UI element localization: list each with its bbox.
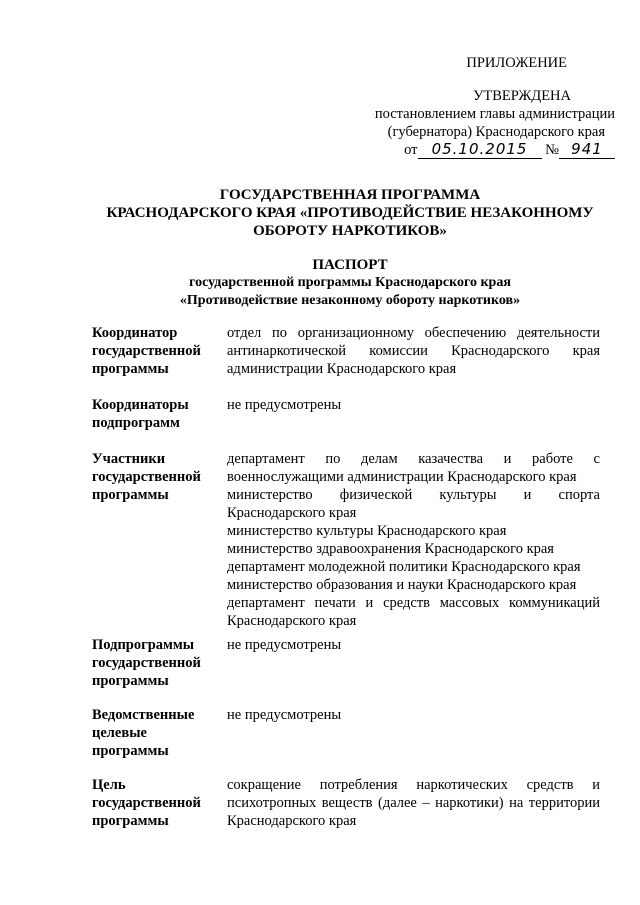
row-label: Координаторы подпрограмм: [92, 397, 189, 431]
date-prefix: от: [404, 142, 418, 158]
row-label: Участники государственной программы: [92, 451, 201, 503]
row-label: Цель государственной программы: [92, 777, 201, 829]
row-value: [227, 324, 600, 378]
row-value: [227, 636, 600, 654]
passport-title: ПАСПОРТ: [312, 257, 388, 273]
row-label: Координатор государственной программы: [92, 325, 201, 377]
title-line-1: ГОСУДАРСТВЕННАЯ ПРОГРАММА: [219, 187, 481, 203]
row-label: Ведомственные целевые программы: [92, 707, 195, 759]
row-value-text: департамент печати и средств массовых коммуникаций Краснодарского края: [227, 595, 600, 629]
approval-line-1: постановлением главы администрации: [374, 106, 615, 122]
row-value: [227, 706, 600, 724]
row-value-text: министерство физической культуры и спорта Краснодарского края: [227, 487, 600, 521]
row-value-text: департамент по делам казачества и работе с военнослужащими администрации Краснодарского края: [227, 451, 600, 485]
row-value-text: не предусмотрены: [227, 637, 342, 653]
row-value-text: департамент молодежной политики Краснодарского края: [227, 559, 581, 575]
program-title: [60, 186, 640, 240]
row-value-text: министерство здравоохранения Краснодарского края: [227, 541, 554, 557]
handwritten-number: 941: [559, 140, 615, 159]
passport-heading: [60, 256, 640, 310]
row-value-text: сокращение потребления наркотических средств и психотропных веществ (далее – наркотики) на территории Краснодарского края: [227, 777, 600, 829]
row-label: Подпрограммы государственной программы: [92, 637, 201, 689]
number-prefix: №: [545, 142, 559, 158]
title-line-2: КРАСНОДАРСКОГО КРАЯ «ПРОТИВОДЕЙСТВИЕ НЕЗАКОННОМУ: [106, 205, 594, 221]
row-value-text: министерство культуры Краснодарского края: [227, 523, 507, 539]
row-value-text: не предусмотрены: [227, 397, 342, 413]
approval-date-line: [330, 140, 615, 159]
approved-label: УТВЕРЖДЕНА: [473, 88, 571, 104]
row-value-text: не предусмотрены: [227, 707, 342, 723]
row-value: [227, 450, 600, 630]
handwritten-date: 05.10.2015: [418, 140, 542, 159]
title-line-3: ОБОРОТУ НАРКОТИКОВ»: [253, 223, 447, 239]
approval-line-2: (губернатора) Краснодарского края: [387, 124, 605, 140]
row-value: [227, 776, 600, 830]
passport-subtitle-1: государственной программы Краснодарского края: [189, 275, 511, 290]
row-value: [227, 396, 600, 414]
passport-subtitle-2: «Противодействие незаконному обороту наркотиков»: [179, 293, 521, 308]
appendix-label: ПРИЛОЖЕНИЕ: [466, 55, 567, 71]
row-value-text: министерство образования и науки Краснодарского края: [227, 577, 577, 593]
row-value-text: отдел по организационному обеспечению деятельности антинаркотической комиссии Краснодарского края администрации Краснодарского края: [227, 325, 600, 377]
